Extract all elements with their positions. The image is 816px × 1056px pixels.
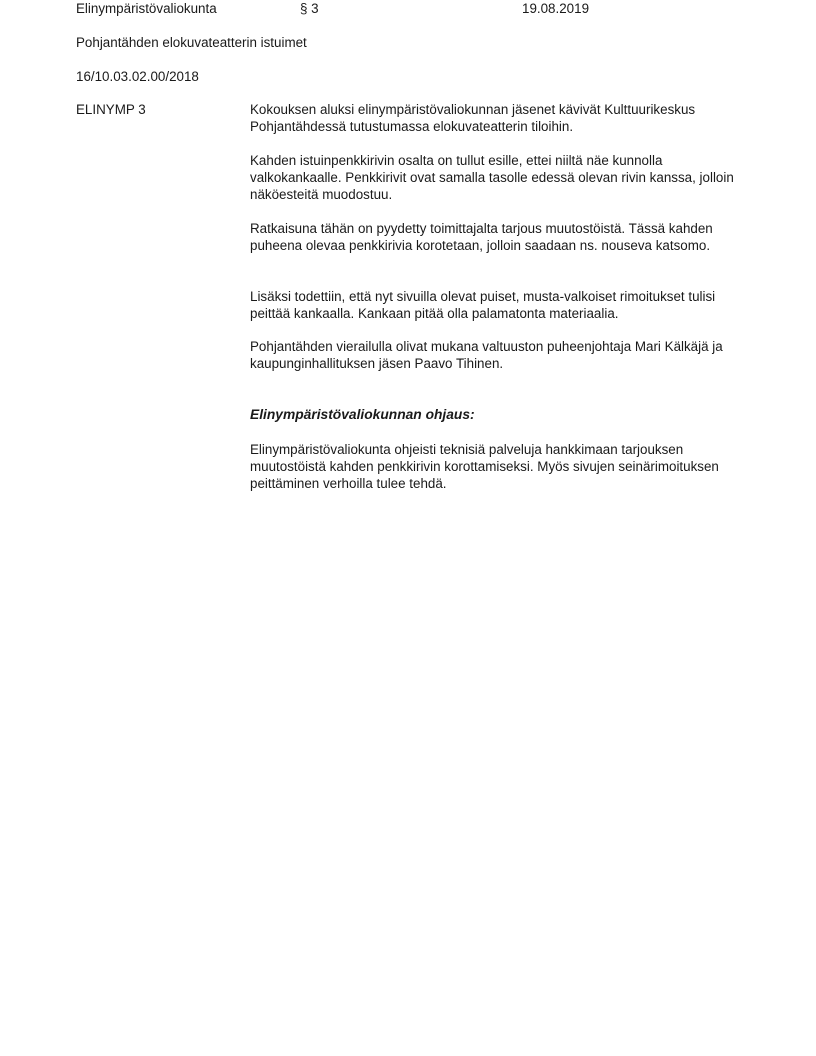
body-paragraph: Lisäksi todettiin, että nyt sivuilla olevat puiset, musta-valkoiset rimoitukset tulisi peittää kankaalla. Kankaan pitää olla palamatonta materiaalia. xyxy=(250,289,716,321)
decision-text: Elinympäristövaliokunta ohjeisti teknisiä palveluja hankkimaan tarjouksen muutostöistä kahden penkkirivin korottamiseksi. Myös sivujen seinärimoituksen peittäminen verhoilla tulee tehdä. xyxy=(250,442,719,491)
section-number: § 3 xyxy=(300,1,319,16)
subject-title: Pohjantähden elokuvateatterin istuimet xyxy=(76,35,307,50)
body-paragraph: Kahden istuinpenkkirivin osalta on tullut esille, ettei niiltä näe kunnolla valkokankaalle. Penkkirivit ovat samalla tasolle edessä olevan rivin kanssa, jolloin näköesteitä muodostuu. xyxy=(250,153,734,202)
body-paragraph: Kokouksen aluksi elinympäristövaliokunnan jäsenet kävivät Kulttuurikeskus Pohjantähdessä tutustumassa elokuvateatterin tiloihin. xyxy=(250,102,696,134)
decision-heading: Elinympäristövaliokunnan ohjaus: xyxy=(250,407,475,422)
item-code: ELINYMP 3 xyxy=(76,102,146,117)
body-paragraph: Pohjantähden vierailulla olivat mukana valtuuston puheenjohtaja Mari Kälkäjä ja kaupunginhallituksen jäsen Paavo Tihinen. xyxy=(250,339,723,371)
record-number: 16/10.03.02.00/2018 xyxy=(76,69,199,84)
meeting-date: 19.08.2019 xyxy=(522,1,590,16)
body-paragraph: Ratkaisuna tähän on pyydetty toimittajalta tarjous muutostöistä. Tässä kahden puheena olevaa penkkirivia korotetaan, jolloin saadaan ns. nouseva katsomo. xyxy=(250,221,713,253)
committee-name: Elinympäristövaliokunta xyxy=(76,1,217,16)
